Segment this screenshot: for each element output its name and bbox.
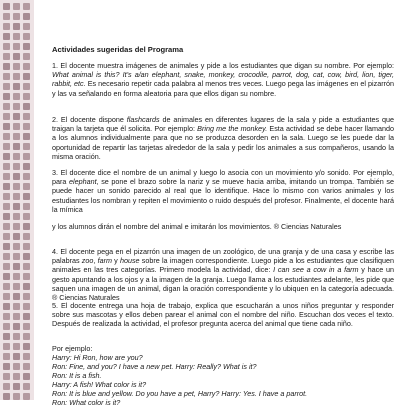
sidebar-tile <box>23 63 30 70</box>
sidebar-tile <box>23 143 30 150</box>
activity-item-2 <box>52 115 394 161</box>
sidebar-tile <box>23 153 30 160</box>
sidebar-tile <box>13 43 20 50</box>
sidebar-tile <box>3 363 10 370</box>
sidebar-tile <box>13 323 20 330</box>
sidebar-tile <box>3 153 10 160</box>
sidebar-tile <box>13 113 20 120</box>
sidebar-tile <box>23 163 30 170</box>
item-text-run: house <box>119 256 140 266</box>
sidebar-tile <box>23 113 30 120</box>
sidebar-tile <box>13 313 20 320</box>
sidebar-tile <box>3 83 10 90</box>
sidebar-tile <box>13 363 20 370</box>
sidebar-tile <box>13 63 20 70</box>
item-number: 1. <box>52 61 58 70</box>
sidebar-tile <box>3 353 10 360</box>
sidebar-tile <box>13 223 20 230</box>
item-text-run: Esta actividad se debe hacer llamando a los alumnos individualmente para que no se produzca desorden en la sala. Luego se les puede dar la oportunidad de repartir las tarjetas alrededor de la sala y pedir los animales a sus compañeros, usando la misma oración. <box>52 124 394 161</box>
item-text-run: Es necesario repetir cada palabra al menos tres veces. Luego pega las imágenes en el pizarrón y las va señalando en forma aleatoria para que ellos digan su nombre. <box>52 79 395 98</box>
sidebar-tile <box>3 73 10 80</box>
sidebar-tile <box>13 73 20 80</box>
sidebar-tile <box>3 373 10 380</box>
sidebar-tile <box>23 213 30 220</box>
item-text-run: zoo <box>81 256 94 266</box>
sidebar-tile <box>13 33 20 40</box>
sidebar-tile <box>23 393 30 400</box>
sidebar-tile <box>3 233 10 240</box>
item-text-run: y hace un gesto apuntando a los ojos y a la imagen de la granja. Luego llama a los estudiantes adelante, les pide que saquen una imagen de un animal, digan la oración correspondiente y lo ubiquen en la categoría adecuada. ® Ciencias Naturales <box>52 265 394 303</box>
sidebar-tile <box>23 343 30 350</box>
sidebar-tile <box>23 73 30 80</box>
sidebar-tile <box>23 83 30 90</box>
item-text-run: sobre la imagen correspondiente. Luego pide a los estudiantes que clasifiquen animales en las tres categorías. Primero modela la actividad, dice: <box>52 256 394 275</box>
dialogue-line-1: Harry: Hi Ron, how are you? <box>52 353 143 362</box>
item-text-run: farm <box>97 256 112 266</box>
sidebar-tile <box>13 273 20 280</box>
sidebar-tile <box>3 283 10 290</box>
sidebar-tile <box>13 3 20 10</box>
sidebar-tile <box>3 323 10 330</box>
item-text-run: El docente muestra imágenes de animales y pide a los estudiantes que digan su nombre. Por ejemplo: <box>58 61 394 70</box>
item-text-run: El docente entrega una hoja de trabajo, explica que escucharán a unos niños preguntar y responder sobre sus mascotas y ellos deben parear el animal con el nombre del niño. Escuchan dos veces el texto. Después de realizada la actividad, el profesor pregunta acerca del animal que tiene cada niño. <box>52 301 394 329</box>
sidebar-tile <box>13 203 20 210</box>
sidebar-tile <box>13 23 20 30</box>
sidebar-tile <box>3 23 10 30</box>
sidebar-tile <box>13 103 20 110</box>
sidebar-tile <box>23 223 30 230</box>
dialogue-line-3: Ron: It is a fish. <box>52 371 102 380</box>
sidebar-tile <box>13 193 20 200</box>
sidebar-tile <box>13 283 20 290</box>
decorative-sidebar <box>0 0 34 400</box>
sidebar-tile <box>3 263 10 270</box>
sidebar-tile <box>13 353 20 360</box>
activity-item-3 <box>52 168 394 214</box>
sidebar-tile <box>23 123 30 130</box>
sidebar-tile <box>3 113 10 120</box>
sidebar-tile <box>3 273 10 280</box>
sidebar-tile <box>23 233 30 240</box>
sidebar-tile <box>23 253 30 260</box>
item-text-run: Bring me the monkey. <box>197 124 268 134</box>
item-text-run: elephant <box>69 177 97 187</box>
sidebar-tile <box>3 173 10 180</box>
item-text-run: El docente dice el nombre de un animal y luego lo asocia con un movimiento y/o sonido. Por ejemplo, para <box>52 168 394 187</box>
sidebar-tile <box>3 103 10 110</box>
sidebar-tile <box>3 183 10 190</box>
sidebar-tile <box>23 293 30 300</box>
item-text-run: El docente dispone <box>58 115 127 124</box>
item-text-run: , se pone el brazo sobre la nariz y se mueve hacia arriba, imitando un trompa. También se puede hacer un sonido parecido al real que lo identifique. Hace lo mismo con varios animales y los estudiantes los nombran y repiten el movimiento o ruido después del profesor. Finalmente, el docente hará la mímica <box>52 177 394 214</box>
sidebar-tile <box>13 123 20 130</box>
sidebar-tile <box>3 223 10 230</box>
sidebar-tile <box>23 133 30 140</box>
sidebar-tile <box>13 253 20 260</box>
item-number: 3. <box>52 168 58 177</box>
sidebar-tile <box>3 393 10 400</box>
document-title: Actividades sugeridas del Programa <box>52 45 184 54</box>
sidebar-tile <box>23 323 30 330</box>
sidebar-tile <box>13 393 20 400</box>
sidebar-tile <box>3 253 10 260</box>
sidebar-tile <box>13 263 20 270</box>
sidebar-tile <box>13 173 20 180</box>
sidebar-tile <box>3 33 10 40</box>
sidebar-tile <box>3 203 10 210</box>
sidebar-tile <box>3 383 10 390</box>
sidebar-tile <box>13 163 20 170</box>
sidebar-tile <box>3 243 10 250</box>
item-text-run: I can see a cow in a farm <box>273 265 359 275</box>
sidebar-tile <box>13 293 20 300</box>
item-text-run: El docente pega en el pizarrón una imagen de un zoológico, de una granja y de una casa y escribe las palabras <box>52 247 394 266</box>
item-text-run: What animal is this? It’s a/an elephant, snake, monkey, crocodile, parrot, dog, cat, cow, bird, lion, tiger, rabbit, etc. <box>52 70 394 89</box>
sidebar-tile <box>23 173 30 180</box>
example-label: Por ejemplo: <box>52 344 93 353</box>
sidebar-tile <box>3 193 10 200</box>
item-text-run: , <box>93 256 98 266</box>
sidebar-tile <box>23 373 30 380</box>
sidebar-tile <box>3 133 10 140</box>
sidebar-tile <box>23 203 30 210</box>
sidebar-tile <box>13 133 20 140</box>
sidebar-tile <box>23 363 30 370</box>
item-text-run: y <box>111 256 120 266</box>
sidebar-tile <box>13 243 20 250</box>
sidebar-tile <box>23 313 30 320</box>
item-text-run: flashcards <box>126 115 160 124</box>
sidebar-tile <box>23 353 30 360</box>
document-page <box>52 0 395 407</box>
sidebar-tile <box>3 143 10 150</box>
sidebar-tile <box>3 13 10 20</box>
item-number: 5. <box>52 301 58 310</box>
sidebar-tile <box>23 193 30 200</box>
sidebar-tile <box>13 373 20 380</box>
sidebar-tile <box>3 163 10 170</box>
sidebar-tile <box>13 183 20 190</box>
sidebar-tile <box>13 143 20 150</box>
sidebar-tile <box>23 263 30 270</box>
sidebar-tile <box>3 293 10 300</box>
sidebar-tile <box>3 43 10 50</box>
sidebar-tile <box>3 303 10 310</box>
sidebar-tile <box>23 3 30 10</box>
sidebar-tile <box>3 3 10 10</box>
sidebar-tile <box>13 93 20 100</box>
sidebar-tile <box>3 123 10 130</box>
sidebar-tile <box>13 333 20 340</box>
sidebar-tile <box>13 213 20 220</box>
activity-item-1 <box>52 61 394 98</box>
sidebar-tile <box>23 333 30 340</box>
sidebar-tile <box>3 93 10 100</box>
activity-item-4 <box>52 247 394 302</box>
sidebar-tile <box>23 13 30 20</box>
dialogue-line-4: Harry: A fish! What color is it? <box>52 380 147 389</box>
sidebar-tile <box>13 233 20 240</box>
sidebar-tile <box>13 303 20 310</box>
activity-item-3-last-line: y los alumnos dirán el nombre del animal e imitarán los movimientos. ® Ciencias Naturales <box>52 222 342 231</box>
sidebar-tile <box>23 103 30 110</box>
sidebar-tile <box>13 153 20 160</box>
sidebar-tile <box>23 23 30 30</box>
item-number: 4. <box>52 247 58 256</box>
sidebar-tile <box>3 213 10 220</box>
dialogue-line-5: Ron: It is blue and yellow. Do you have a pet, Harry? Harry: Yes. I have a parrot. <box>52 389 308 398</box>
sidebar-tile <box>23 243 30 250</box>
sidebar-tile <box>23 273 30 280</box>
sidebar-tile <box>3 333 10 340</box>
activity-item-5 <box>52 301 394 329</box>
sidebar-tile <box>3 343 10 350</box>
sidebar-tile <box>23 53 30 60</box>
sidebar-tile <box>3 53 10 60</box>
item-text-run: de animales en diferentes lugares de la sala y pide a estudiantes que traigan la tarjeta que él solicita. Por ejemplo: <box>52 115 394 134</box>
sidebar-tile <box>13 383 20 390</box>
dialogue-line-2: Ron: Fine, and you? I have a new pet. Harry: Really? What is it? <box>52 362 257 371</box>
sidebar-tile <box>23 383 30 390</box>
sidebar-tile <box>23 43 30 50</box>
sidebar-tile <box>13 13 20 20</box>
sidebar-tile <box>23 283 30 290</box>
sidebar-tile <box>13 83 20 90</box>
sidebar-tile <box>23 303 30 310</box>
item-number: 2. <box>52 115 58 124</box>
sidebar-tile <box>3 63 10 70</box>
sidebar-tile <box>23 183 30 190</box>
sidebar-tile <box>23 33 30 40</box>
sidebar-tile <box>3 313 10 320</box>
sidebar-tile <box>23 93 30 100</box>
dialogue-line-6: Ron: What color is it? <box>52 398 121 407</box>
sidebar-tile <box>13 53 20 60</box>
sidebar-tile <box>13 343 20 350</box>
